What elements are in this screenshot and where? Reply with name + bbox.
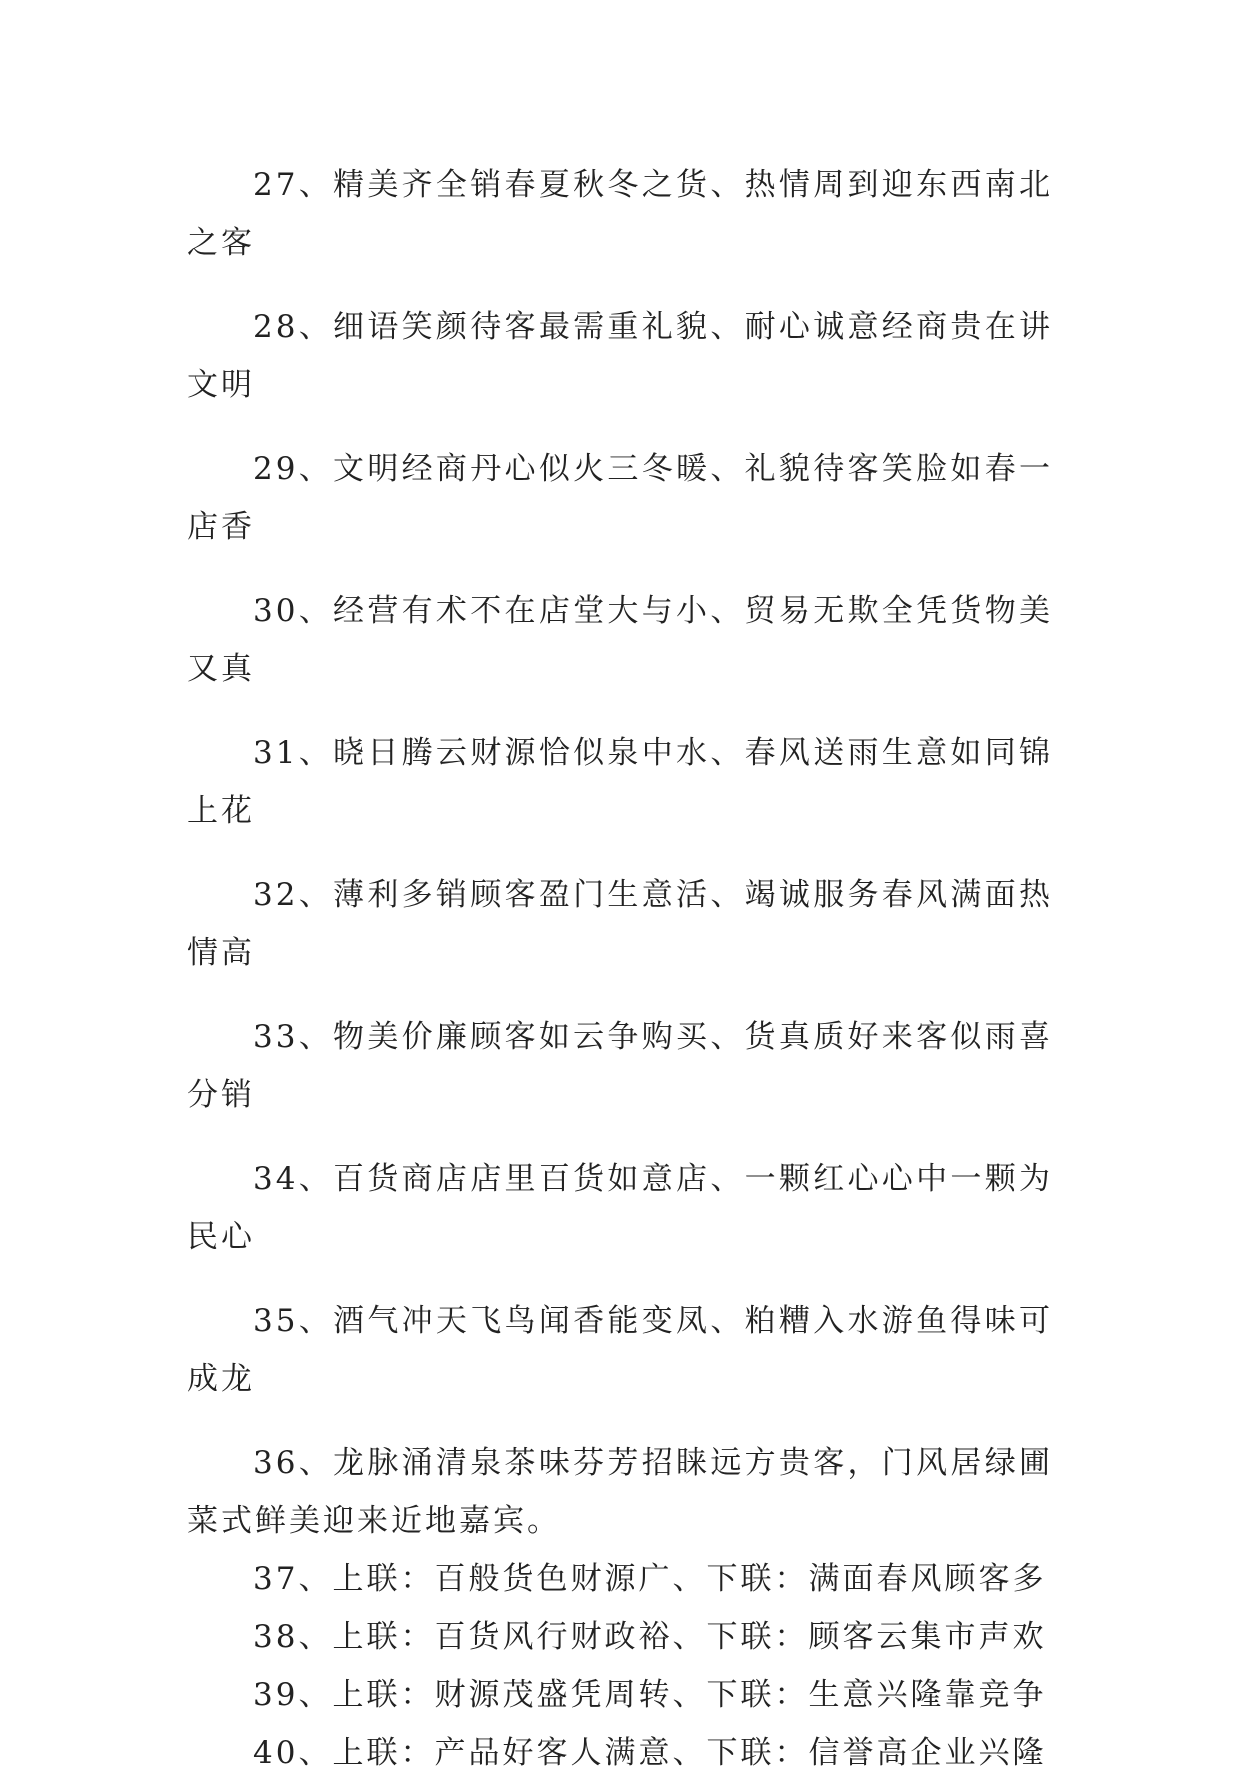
paragraph-29: 29、文明经商丹心似火三冬暖、礼貌待客笑脸如春一店香 bbox=[187, 451, 1053, 545]
paragraph-35: 35、酒气冲天飞鸟闻香能变凤、粕糟入水游鱼得味可成龙 bbox=[187, 1303, 1053, 1397]
document-body bbox=[187, 156, 1053, 1782]
paragraph-38: 38、上联：百货风行财政裕、下联：顾客云集市声欢 bbox=[253, 1619, 1047, 1655]
paragraph-31: 31、晓日腾云财源恰似泉中水、春风送雨生意如同锦上花 bbox=[187, 735, 1053, 829]
paragraph-40: 40、上联：产品好客人满意、下联：信誉高企业兴隆 bbox=[253, 1735, 1047, 1771]
paragraph-33: 33、物美价廉顾客如云争购买、货真质好来客似雨喜分销 bbox=[187, 1019, 1053, 1113]
paragraph-39: 39、上联：财源茂盛凭周转、下联：生意兴隆靠竞争 bbox=[253, 1677, 1047, 1713]
paragraph-27: 27、精美齐全销春夏秋冬之货、热情周到迎东西南北之客 bbox=[187, 167, 1053, 261]
paragraph-30: 30、经营有术不在店堂大与小、贸易无欺全凭货物美又真 bbox=[187, 593, 1053, 687]
paragraph-36: 36、龙脉涌清泉茶味芬芳招睐远方贵客，门风居绿圃菜式鲜美迎来近地嘉宾。 bbox=[187, 1445, 1053, 1539]
paragraph-34: 34、百货商店店里百货如意店、一颗红心心中一颗为民心 bbox=[187, 1161, 1053, 1255]
paragraph-32: 32、薄利多销顾客盈门生意活、竭诚服务春风满面热情高 bbox=[187, 877, 1053, 971]
paragraph-28: 28、细语笑颜待客最需重礼貌、耐心诚意经商贵在讲文明 bbox=[187, 309, 1053, 403]
paragraph-37: 37、上联：百般货色财源广、下联：满面春风顾客多 bbox=[253, 1561, 1047, 1597]
